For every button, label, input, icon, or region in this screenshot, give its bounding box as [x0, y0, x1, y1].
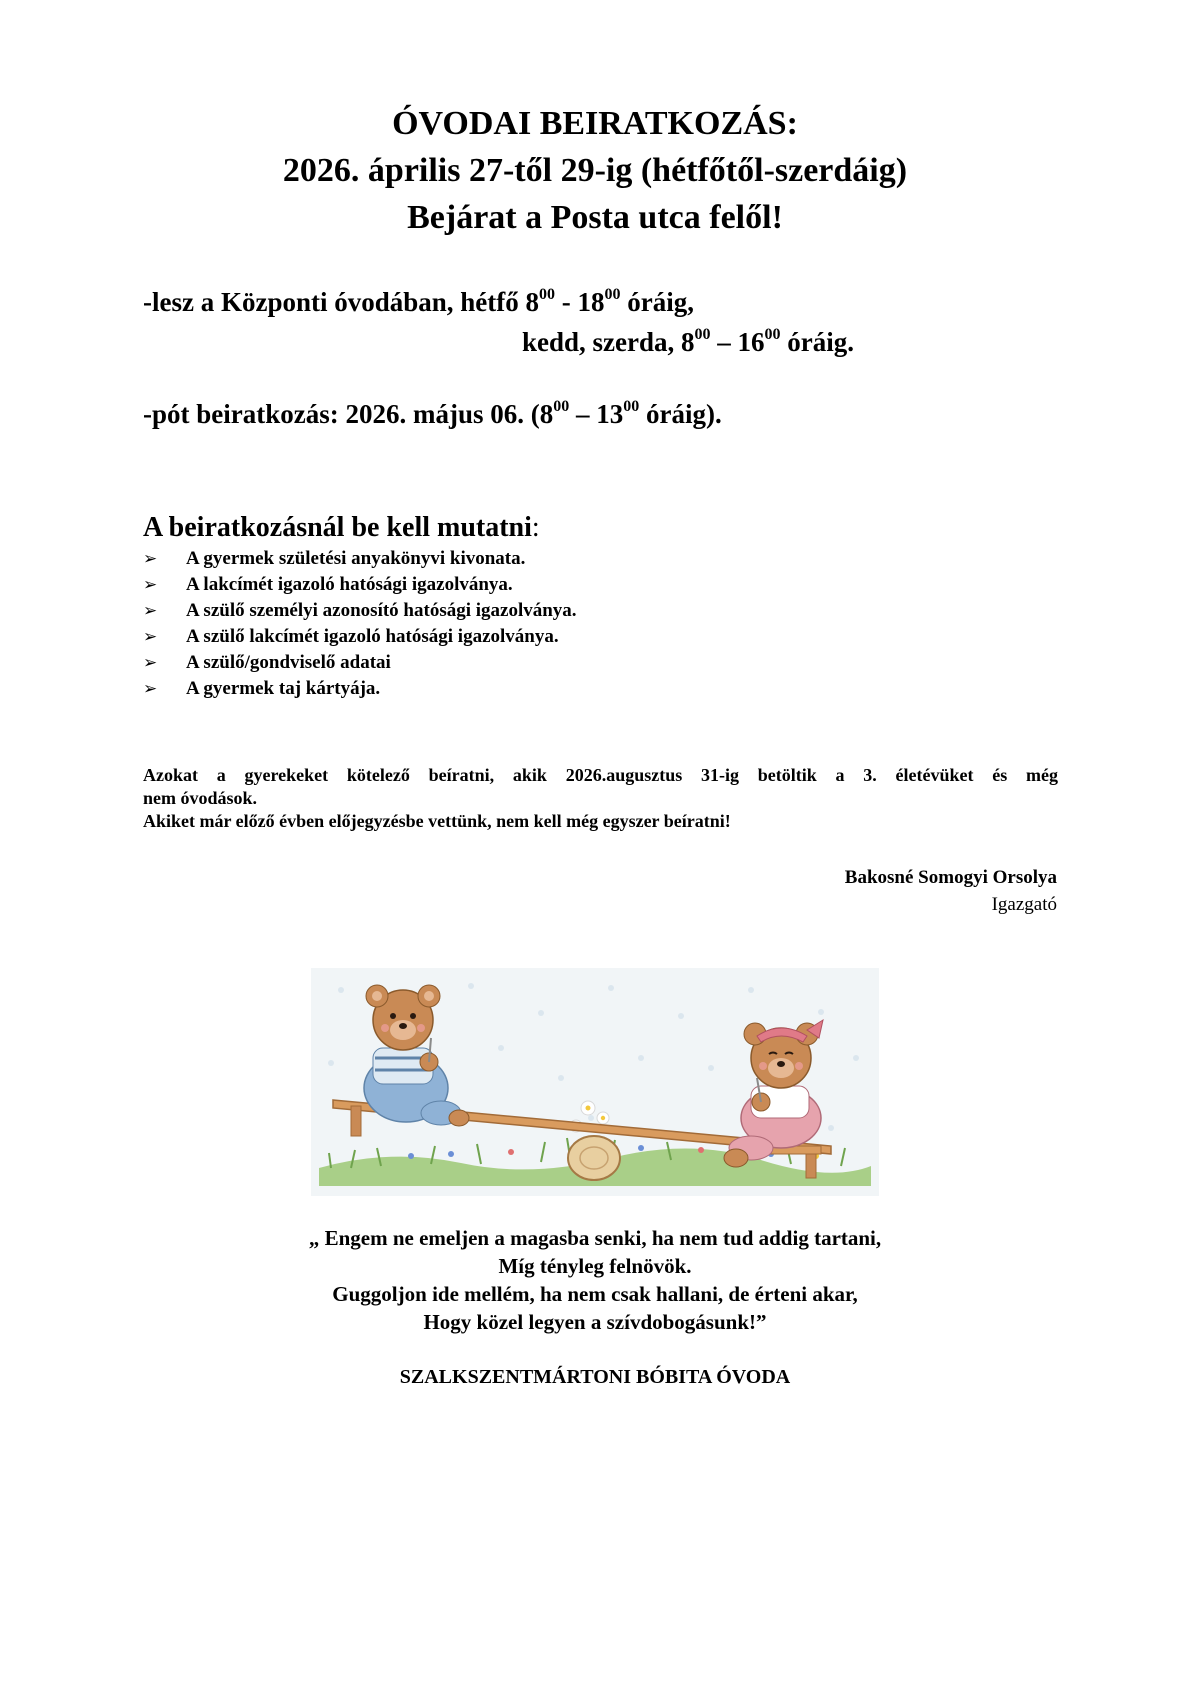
list-item — [143, 624, 577, 650]
notice-line-3: Akiket már előző évben előjegyzésbe vettünk, nem kell még egyszer beíratni! — [143, 811, 731, 831]
quote-line-1: „ Engem ne emeljen a magasba senki, ha nem tud addig tartani, — [308, 1226, 882, 1250]
title-line-1: ÓVODAI BEIRATKOZÁS: — [392, 105, 798, 142]
list-item — [143, 650, 577, 676]
schedule-sup: 00 — [539, 286, 556, 303]
list-item-text: A lakcímét igazoló hatósági igazolványa. — [186, 574, 513, 595]
list-item-text: A gyermek születési anyakönyvi kivonata. — [186, 548, 526, 569]
arrow-bullet-icon: ➢ — [143, 575, 158, 595]
notice-line-1: Azokat a gyerekeket kötelező beíratni, akik 2026.augusztus 31-ig betöltik a 3. életévüket és még — [143, 765, 1058, 785]
title-line-3: Bejárat a Posta utca felől! — [407, 199, 783, 236]
list-item — [143, 572, 577, 598]
arrow-bullet-icon: ➢ — [143, 627, 158, 647]
list-item — [143, 546, 577, 572]
schedule-text: óráig). — [639, 399, 722, 429]
quote-line-3: Guggoljon ide mellém, ha nem csak hallani, de érteni akar, — [332, 1282, 858, 1306]
requirements-heading-text: A beiratkozásnál be kell mutatni — [143, 512, 532, 543]
title-line-2: 2026. április 27-től 29-ig (hétfőtől-szerdáig) — [282, 152, 908, 189]
schedule-makeup — [143, 398, 722, 430]
schedule-text: - 18 — [555, 287, 605, 317]
schedule-text: óráig, — [620, 287, 695, 317]
quote-line-2: Míg tényleg felnövök. — [498, 1254, 692, 1278]
requirements-heading — [143, 512, 540, 544]
list-item — [143, 676, 577, 702]
schedule-text: óráig. — [780, 327, 855, 357]
notice-line-2: nem óvodások. — [143, 788, 258, 808]
schedule-sup: 00 — [694, 326, 711, 343]
signatory-name: Bakosné Somogyi Orsolya — [844, 867, 1057, 888]
arrow-bullet-icon: ➢ — [143, 679, 158, 699]
list-item-text: A szülő/gondviselő adatai — [186, 652, 391, 673]
schedule-sup: 00 — [764, 326, 781, 343]
document-title — [0, 100, 1190, 241]
arrow-bullet-icon: ➢ — [143, 601, 158, 621]
list-item-text: A gyermek taj kártyája. — [186, 678, 381, 699]
teddy-bears-seesaw-illustration — [311, 968, 879, 1196]
poem-quote — [0, 1224, 1190, 1336]
signature-block — [845, 864, 1057, 918]
list-item-text: A szülő lakcímét igazoló hatósági igazolványa. — [186, 626, 559, 647]
arrow-bullet-icon: ➢ — [143, 549, 158, 569]
enrollment-notice — [143, 764, 1058, 833]
schedule-sup: 00 — [604, 286, 621, 303]
list-item — [143, 598, 577, 624]
schedule-text: – 16 — [710, 327, 765, 357]
quote-line-4: Hogy közel legyen a szívdobogásunk!” — [423, 1310, 767, 1334]
schedule-sup: 00 — [553, 398, 570, 415]
schedule-text: kedd, szerda, 8 — [522, 327, 695, 357]
arrow-bullet-icon: ➢ — [143, 653, 158, 673]
schedule-sup: 00 — [623, 398, 640, 415]
schedule-text: – 13 — [569, 399, 624, 429]
schedule-text: -lesz a Központi óvodában, hétfő 8 — [143, 287, 540, 317]
schedule-monday — [143, 286, 694, 318]
signatory-role: Igazgató — [991, 894, 1057, 915]
list-item-text: A szülő személyi azonosító hatósági igazolványa. — [186, 600, 577, 621]
schedule-text: -pót beiratkozás: 2026. május 06. (8 — [143, 399, 554, 429]
organization-name: SZALKSZENTMÁRTONI BÓBITA ÓVODA — [399, 1366, 791, 1388]
requirements-list — [143, 546, 577, 702]
schedule-tue-wed — [522, 326, 854, 358]
requirements-heading-colon: : — [531, 512, 540, 543]
